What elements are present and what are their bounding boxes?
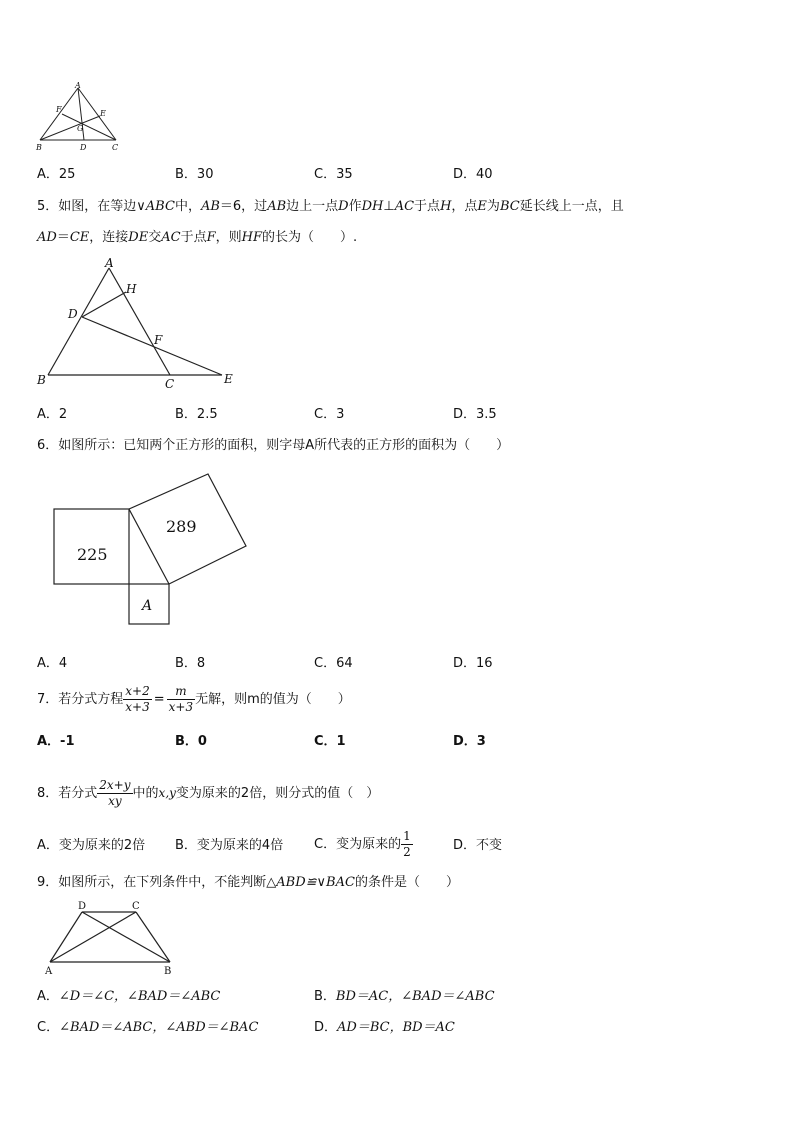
q8-option-c-fraction: $\frac{1}{2}$: [403, 829, 411, 859]
q4-label-g: G: [77, 124, 84, 133]
q9-quadrilateral-figure: [40, 898, 185, 980]
q9-option-b[interactable]: B．BD＝AC，∠BAD＝∠ABC: [314, 989, 495, 1004]
q8-option-d[interactable]: D．不变: [453, 838, 503, 853]
q9-label-b: B: [164, 966, 172, 977]
q7-option-a[interactable]: A．-1: [37, 734, 75, 749]
q5-triangle-figure: [34, 256, 240, 390]
q7-option-c[interactable]: C．1: [314, 734, 346, 749]
q5-question-line2: AD＝CE，连接DE交AC于点F，则HF的长为（ ）.: [37, 230, 358, 245]
q4-option-a[interactable]: A．25: [37, 167, 76, 182]
q5-question-line1: 5．如图，在等边∨ABC中，AB＝6，过AB边上一点D作DH⊥AC于点H，点E为BC延长线上一点，且: [37, 199, 624, 214]
q5-label-e: E: [224, 372, 233, 386]
q5-label-a: A: [105, 256, 114, 270]
q4-option-d[interactable]: D．40: [453, 167, 493, 182]
q4-label-a: A: [75, 82, 81, 90]
q9-label-a: A: [45, 966, 53, 977]
q6-square-right-value: 289: [166, 517, 197, 536]
q5-label-b: B: [37, 373, 46, 387]
q9-option-d[interactable]: D．AD＝BC，BD＝AC: [314, 1020, 455, 1035]
q4-label-f: F: [56, 105, 62, 114]
q5-label-f: F: [154, 333, 163, 347]
q6-squares-figure: [50, 462, 250, 628]
q5-option-a[interactable]: A．2: [37, 407, 68, 422]
q6-option-a[interactable]: A．4: [37, 656, 68, 671]
q4-label-e: E: [100, 109, 106, 118]
q7-option-b[interactable]: B．0: [175, 734, 207, 749]
q4-label-c: C: [112, 143, 119, 152]
q6-square-small-label: A: [142, 598, 153, 614]
q9-label-c: C: [132, 901, 140, 912]
q6-square-left-value: 225: [77, 545, 108, 564]
q7-fraction-right: $\frac{m}{x+3}$: [168, 684, 194, 714]
q4-option-c[interactable]: C．35: [314, 167, 353, 182]
q5-option-b[interactable]: B．2.5: [175, 407, 218, 422]
q4-label-d: D: [80, 143, 87, 152]
q8-option-b[interactable]: B．变为原来的4倍: [175, 838, 284, 853]
q8-fraction: $\frac{2x+y}{xy}$: [99, 778, 131, 808]
q5-option-d[interactable]: D．3.5: [453, 407, 497, 422]
q9-option-c[interactable]: C．∠BAD＝∠ABC，∠ABD＝∠BAC: [37, 1020, 259, 1035]
q4-triangle-figure: [34, 82, 124, 154]
q7-question: 7．若分式方程 $\frac{x+2}{x+3}$ = $\frac{m}{x+3}$ 无解，则m的值为（ ）: [37, 684, 351, 714]
q6-option-b[interactable]: B．8: [175, 656, 206, 671]
q7-fraction-left: $\frac{x+2}{x+3}$: [125, 684, 150, 714]
q5-label-h: H: [126, 282, 137, 296]
q9-question: 9．如图所示，在下列条件中，不能判断△ABD≌∨BAC的条件是（ ）: [37, 875, 459, 890]
q4-label-b: B: [36, 143, 42, 152]
q5-option-c[interactable]: C．3: [314, 407, 345, 422]
q6-option-d[interactable]: D．16: [453, 656, 493, 671]
q5-label-c: C: [165, 377, 175, 390]
q8-option-a[interactable]: A．变为原来的2倍: [37, 838, 146, 853]
q6-question: 6．如图所示：已知两个正方形的面积，则字母A所代表的正方形的面积为（ ）: [37, 438, 510, 453]
q7-option-d[interactable]: D．3: [453, 734, 486, 749]
q8-option-c[interactable]: C．变为原来的 $\frac{1}{2}$: [314, 829, 411, 859]
q9-option-a[interactable]: A．∠D＝∠C，∠BAD＝∠ABC: [37, 989, 221, 1004]
q5-label-d: D: [68, 307, 78, 321]
q4-option-b[interactable]: B．30: [175, 167, 214, 182]
q8-question: 8．若分式 $\frac{2x+y}{xy}$ 中的x,y变为原来的2倍，则分式的值（ ）: [37, 778, 380, 808]
q9-label-d: D: [78, 901, 87, 912]
q6-option-c[interactable]: C．64: [314, 656, 353, 671]
